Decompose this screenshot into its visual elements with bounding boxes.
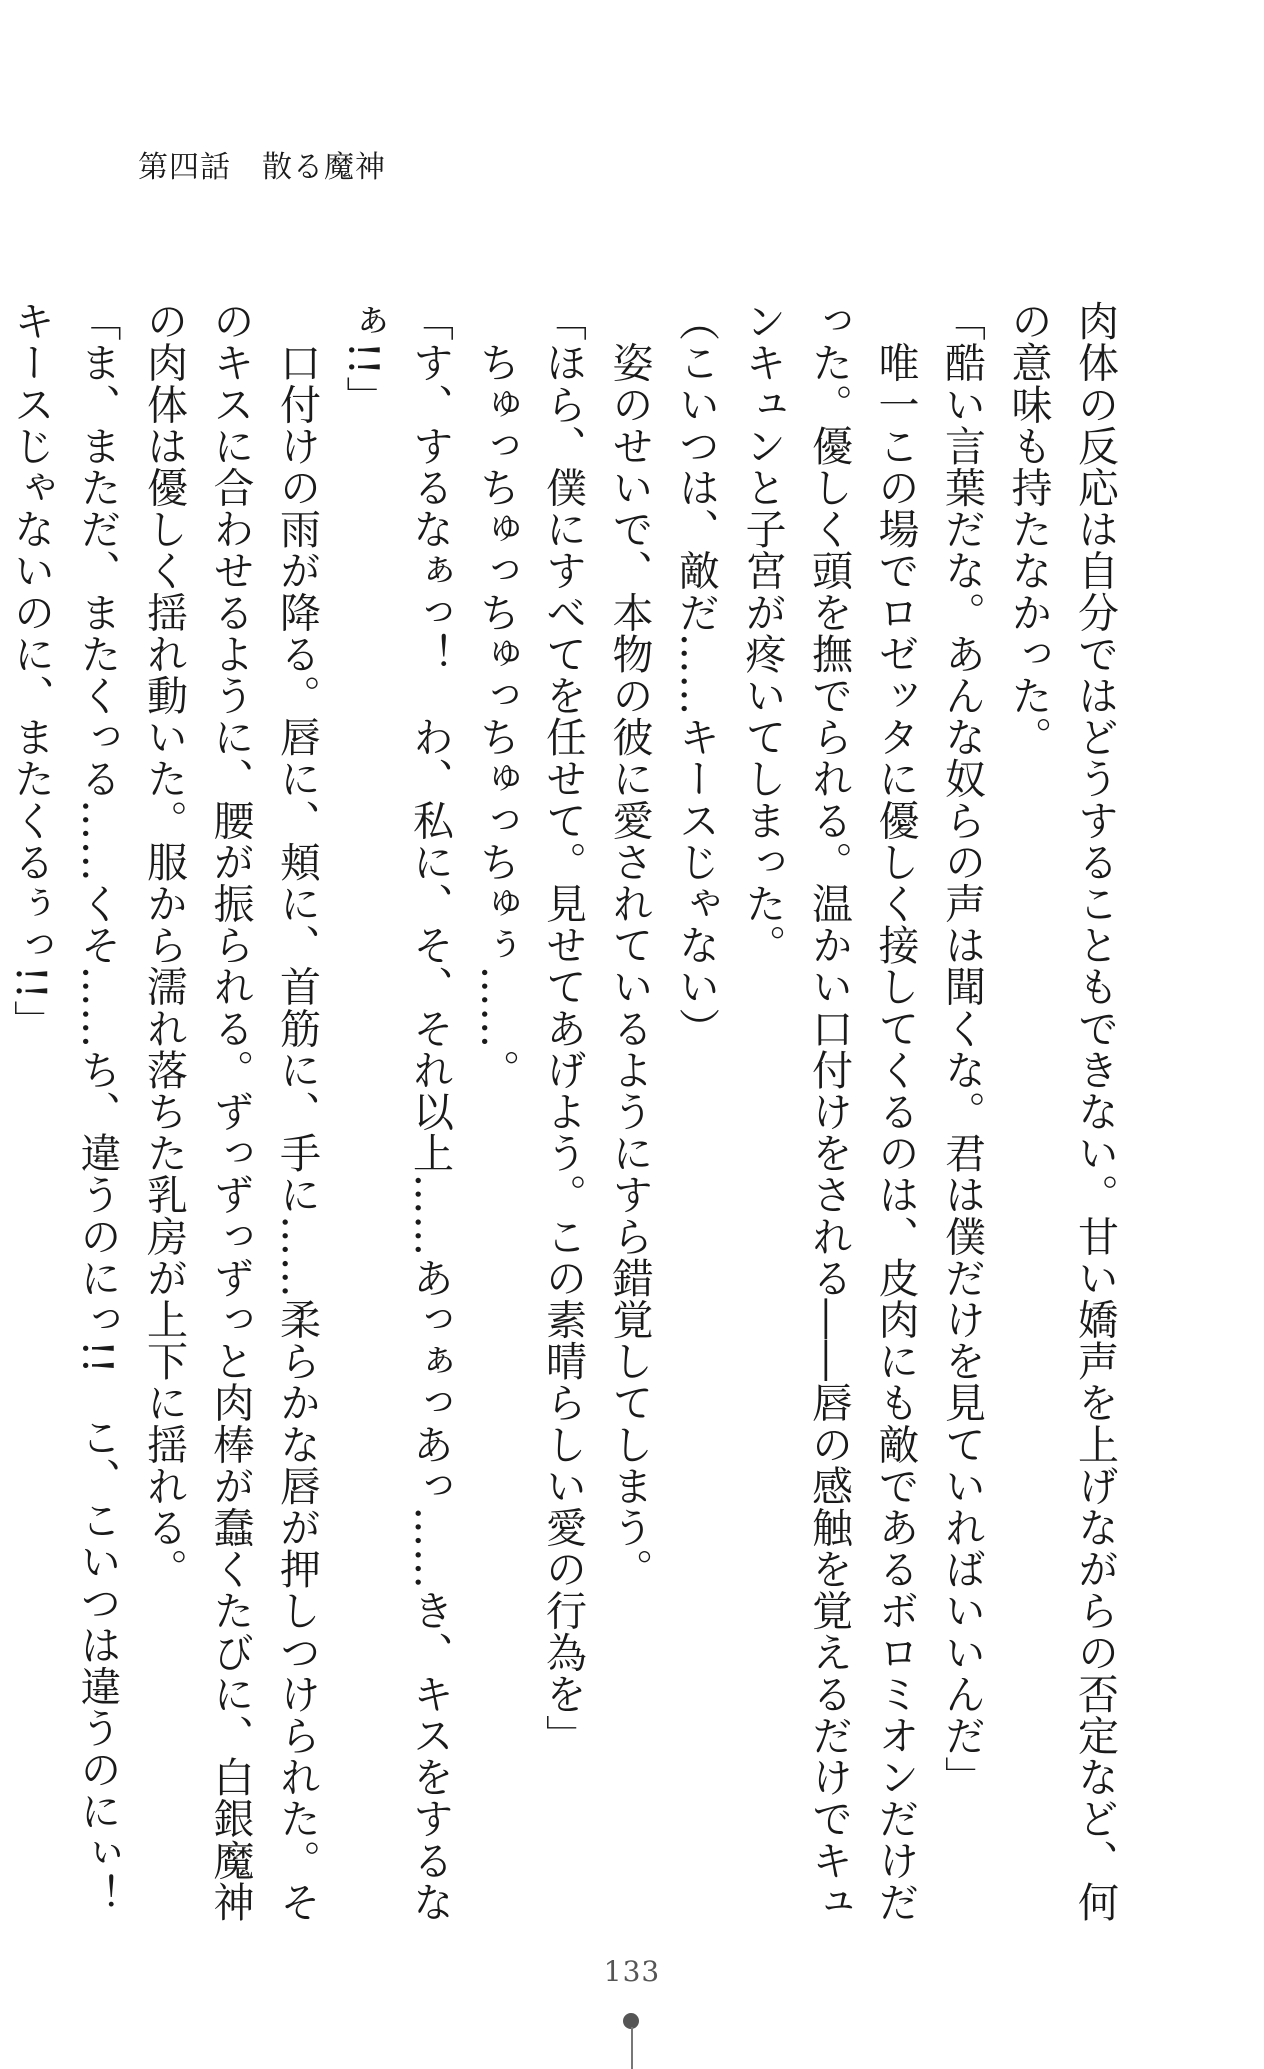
chapter-title: 第四話 散る魔神 — [138, 150, 386, 185]
page-marker-line — [631, 2027, 633, 2069]
paragraph: 「ま、まただ、またくっる……くそ……ち、違うのにっ!! こ、こいつは違うのにぃ！キースじゃないのに、またくるぅっ!!」 — [7, 300, 122, 1915]
paragraph: 「す、するなぁっ！ わ、私に、そ、それ以上……あっぁっあっ……き、キスをするなぁ!!」 — [339, 300, 454, 1923]
paragraph: 口付けの雨が降る。唇に、頬に、首筋に、手に……柔らかな唇が押しつけられた。そのキスに合わせるように、腰が振られる。ずっずっずっと肉棒が蠢くたびに、白銀魔神の肉体は優しく揺れ動いた。服から濡れ落ちた乳房が上下に揺れる。 — [140, 300, 321, 1923]
paragraph: 「酷い言葉だな。あんな奴らの声は聞くな。君は僕だけを見ていればいいんだ」 — [938, 300, 986, 1798]
paragraph: 唯一この場でロゼッタに優しく接してくるのは、皮肉にも敵であるボロミオンだけだった。優しく頭を撫でられる。温かい口付けをされる――唇の感触を覚えるだけでキュンキュンと子宮が疼いてしまった。 — [738, 300, 920, 1923]
paragraph: 「ほら、僕にすべてを任せて。見せてあげよう。この素晴らしい愛の行為を」 — [539, 300, 587, 1756]
paragraph: 姿のせいで、本物の彼に愛されているようにすら錯覚してしまう。 — [605, 300, 654, 1590]
paragraph: ちゅっちゅっちゅっちゅっちゅぅ……。 — [472, 300, 521, 1091]
paragraph: （こいつは、敵だ……キースじゃない） — [672, 300, 720, 1049]
page-number: 133 — [603, 1955, 661, 1988]
body-text — [7, 300, 1128, 1940]
paragraph: 肉体の反応は自分ではどうすることもできない。甘い嬌声を上げながらの否定など、何の意味も持たなかった。 — [1004, 300, 1119, 1923]
page-footer — [582, 1955, 682, 1988]
